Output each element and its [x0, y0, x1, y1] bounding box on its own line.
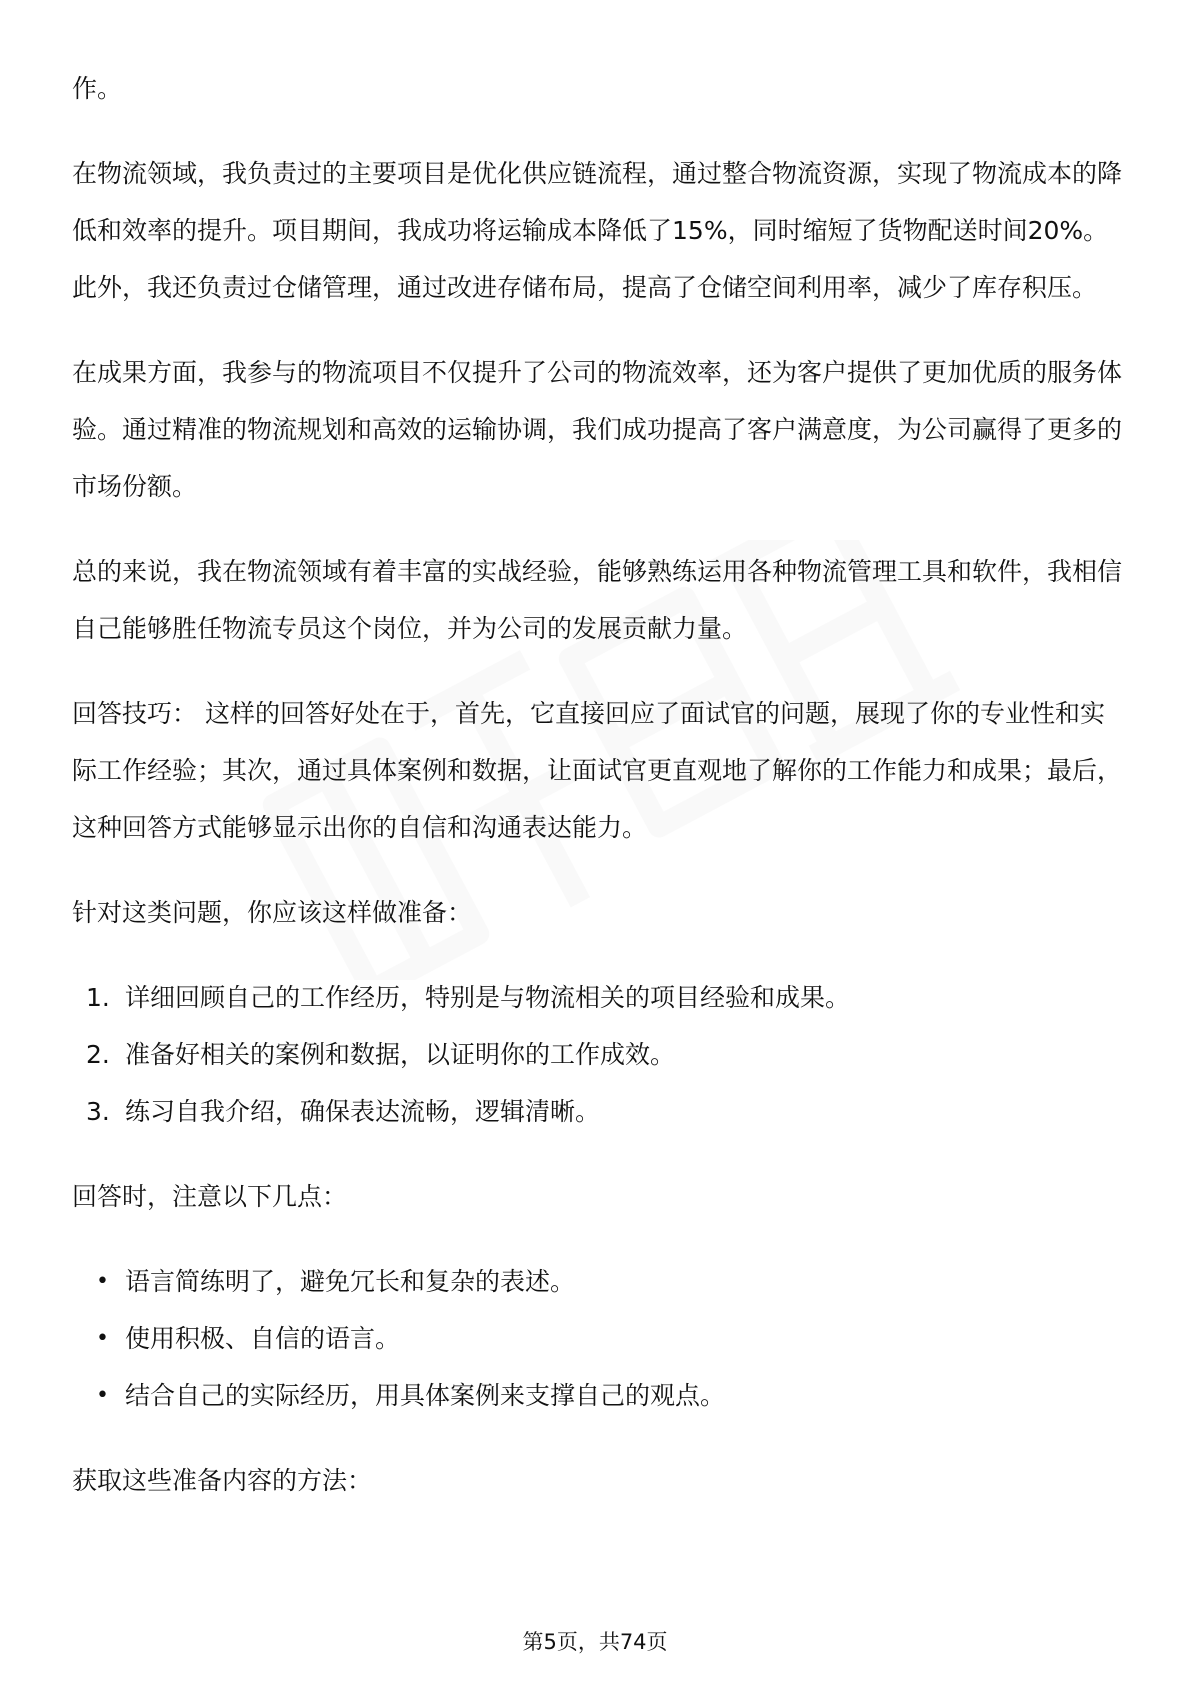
list-item	[72, 1310, 1122, 1367]
paragraph-answer-notes-intro: 回答时，注意以下几点：	[72, 1182, 348, 1211]
preparation-steps-list	[72, 969, 1122, 1140]
paragraph-continuation: 作。	[72, 74, 123, 103]
list-item	[72, 969, 1122, 1026]
bullet-icon: •	[96, 1326, 109, 1351]
answer-tips-list	[72, 1253, 1122, 1424]
list-item-text: 语言简练明了，避免冗长和复杂的表述。	[125, 1267, 576, 1296]
paragraph-answer-tips: 回答技巧： 这样的回答好处在于，首先，它直接回应了面试官的问题，展现了你的专业性和实际工作经验；其次，通过具体案例和数据，让面试官更直观地了解你的工作能力和成果；最后，这种回答方式能够显示出你的自信和沟通表达能力。	[72, 699, 1123, 842]
paragraph-logistics-projects: 在物流领域，我负责过的主要项目是优化供应链流程，通过整合物流资源，实现了物流成本的降低和效率的提升。项目期间，我成功将运输成本降低了15%，同时缩短了货物配送时间20%。此外，我还负责过仓储管理，通过改进存储布局，提高了仓储空间利用率，减少了库存积压。	[72, 159, 1123, 302]
paragraph-methods-intro: 获取这些准备内容的方法：	[72, 1466, 373, 1495]
paragraph-results: 在成果方面，我参与的物流项目不仅提升了公司的物流效率，还为客户提供了更加优质的服务体验。通过精准的物流规划和高效的运输协调，我们成功提高了客户满意度，为公司赢得了更多的市场份额。	[72, 358, 1123, 501]
bullet-icon: •	[96, 1269, 109, 1294]
list-item-text: 使用积极、自信的语言。	[125, 1324, 401, 1353]
list-number: 1.	[86, 983, 110, 1012]
paragraph-preparation-intro: 针对这类问题，你应该这样做准备：	[72, 898, 473, 927]
list-item	[72, 1253, 1122, 1310]
document-body	[72, 60, 1122, 1537]
page-number-footer: 第5页，共74页	[522, 1630, 668, 1654]
list-item-text: 练习自我介绍，确保表达流畅，逻辑清晰。	[125, 1097, 601, 1126]
list-item-text: 准备好相关的案例和数据，以证明你的工作成效。	[125, 1040, 676, 1069]
bullet-icon: •	[96, 1383, 109, 1408]
list-number: 3.	[86, 1097, 110, 1126]
list-item	[72, 1026, 1122, 1083]
list-number: 2.	[86, 1040, 110, 1069]
list-item-text: 结合自己的实际经历，用具体案例来支撑自己的观点。	[125, 1381, 726, 1410]
paragraph-summary: 总的来说，我在物流领域有着丰富的实战经验，能够熟练运用各种物流管理工具和软件，我相信自己能够胜任物流专员这个岗位，并为公司的发展贡献力量。	[72, 557, 1123, 643]
list-item-text: 详细回顾自己的工作经历，特别是与物流相关的项目经验和成果。	[125, 983, 851, 1012]
list-item	[72, 1367, 1122, 1424]
list-item	[72, 1083, 1122, 1140]
